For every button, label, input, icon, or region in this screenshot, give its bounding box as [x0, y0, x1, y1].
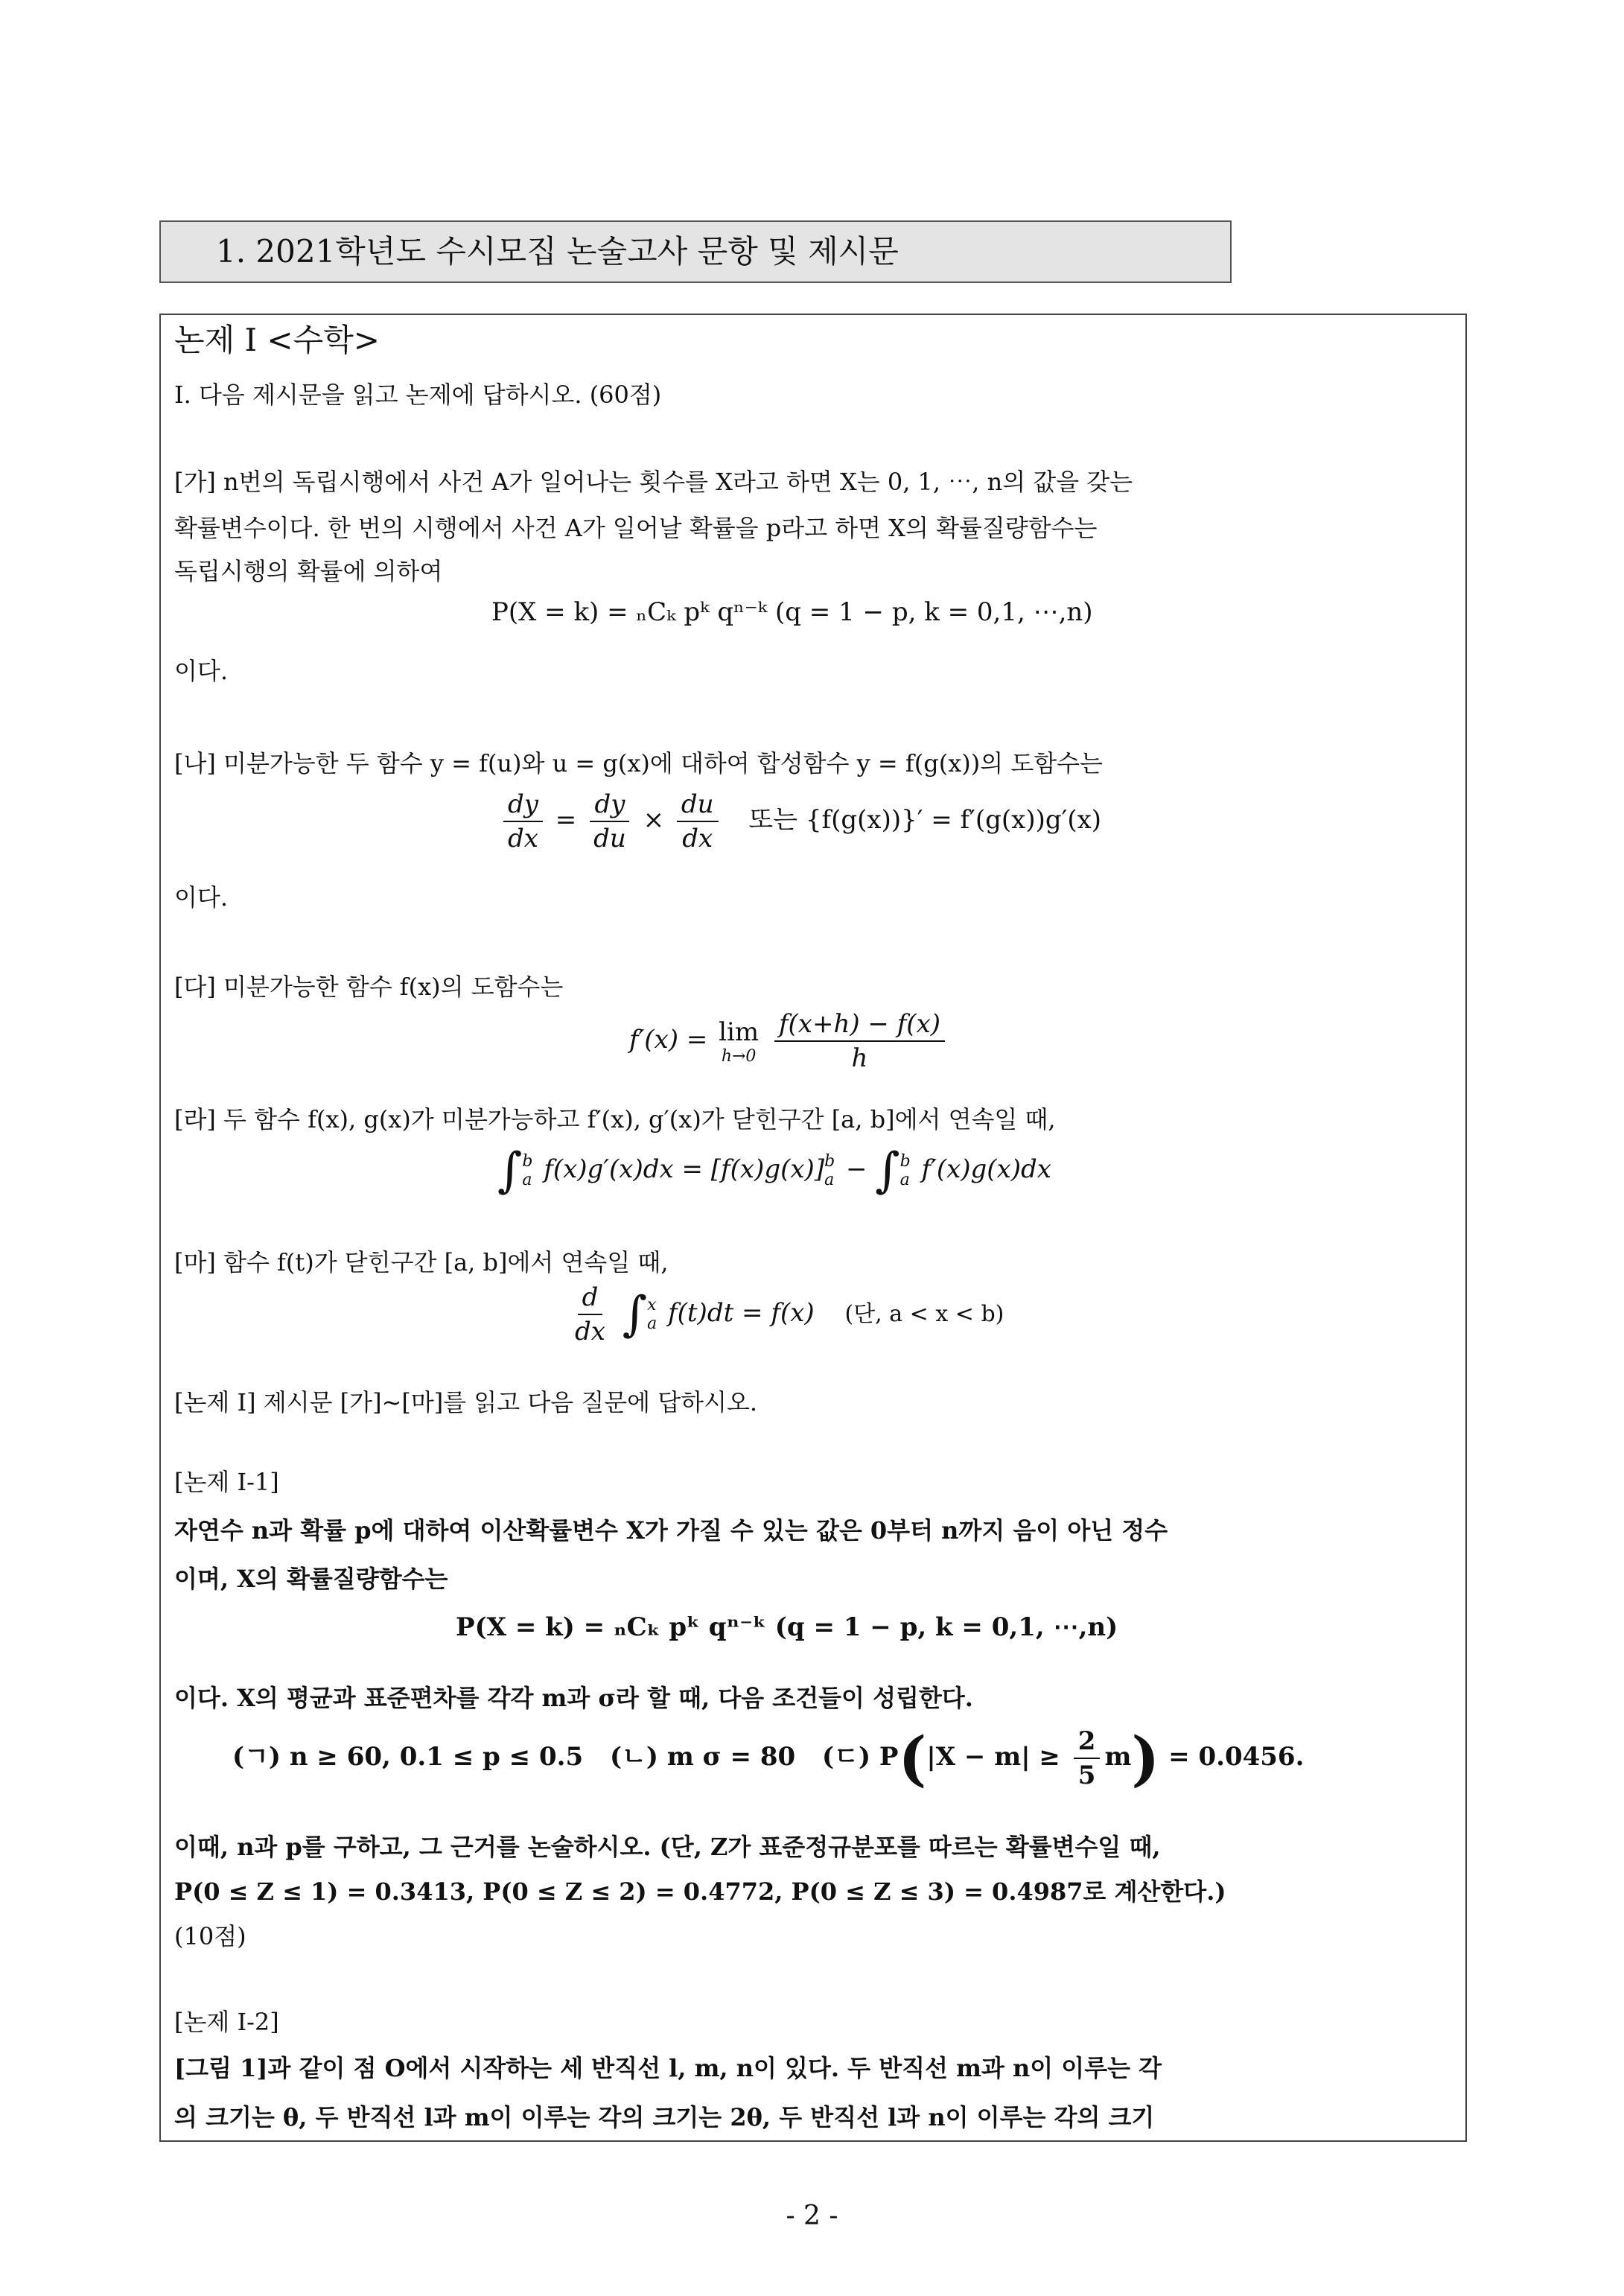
da-frac-num: f(x+h) − f(x) [774, 1009, 945, 1042]
q1-cond-c-num: 2 [1074, 1726, 1101, 1759]
ra-bracket-sup: b [824, 1152, 835, 1171]
section-header: 1. 2021학년도 수시모집 논술고사 문항 및 제시문 [159, 220, 1232, 283]
q2-line1: [그림 1]과 같이 점 O에서 시작하는 세 반직선 l, m, n이 있다. 두 반직선 m과 n이 이루는 각 [174, 2054, 1162, 2082]
na-frac2-den: du [593, 824, 626, 853]
da-frac [774, 1009, 945, 1073]
na-eq-right: 또는 {f(g(x))}′ = f′(g(x))g′(x) [748, 805, 1102, 835]
ra-equation [497, 1143, 1051, 1198]
instruction-2: [논제 I] 제시문 [가]~[마]를 읽고 다음 질문에 답하시오. [174, 1388, 758, 1416]
ma-frac [570, 1282, 610, 1346]
ra-limits-2 [900, 1152, 911, 1189]
q1-line3: 이다. X의 평균과 표준편차를 각각 m과 σ라 할 때, 다음 조건들이 성립한다. [174, 1684, 973, 1712]
instruction: I. 다음 제시문을 읽고 논제에 답하시오. (60점) [174, 381, 662, 409]
ra-integral-2: ∫ [875, 1143, 900, 1198]
na-end: 이다. [174, 883, 228, 912]
ma-frac-num: d [578, 1282, 603, 1315]
ma-cond: (단, a < x < b) [844, 1301, 1004, 1327]
ra-line1: [라] 두 함수 f(x), g(x)가 미분가능하고 f′(x), g′(x)가 닫힌구간 [a, b]에서 연속일 때, [174, 1105, 1056, 1133]
q1-label: [논제 I-1] [174, 1468, 279, 1496]
da-eq-left: f′(x) = [629, 1025, 708, 1055]
da-equation [629, 1009, 949, 1073]
ra-part1: f(x)g′(x)dx = [f(x)g(x)] [544, 1154, 825, 1184]
q1-cond-a: (ㄱ) n ≥ 60, 0.1 ≤ p ≤ 0.5 [232, 1742, 584, 1772]
q1-cond-c-den: 5 [1077, 1761, 1096, 1790]
ga-line2: 확률변수이다. 한 번의 시행에서 사건 A가 일어날 확률을 p라고 하면 X의 확률질량함수는 [174, 514, 1098, 542]
da-lim-sub: h→0 [721, 1046, 757, 1066]
q1-cond-c-post: = 0.0456. [1168, 1742, 1305, 1772]
q1-line2: 이며, X의 확률질량함수는 [174, 1565, 448, 1593]
q2-line2: 의 크기는 θ, 두 반직선 l과 m이 이루는 각의 크기는 2θ, 두 반직선 l과 n이 이루는 각의 크기 [174, 2103, 1155, 2131]
ma-line1: [마] 함수 f(t)가 닫힌구간 [a, b]에서 연속일 때, [174, 1248, 669, 1276]
q1-cond-c-m: m [1104, 1742, 1132, 1772]
q1-line1: 자연수 n과 확률 p에 대하여 이산확률변수 X가 가질 수 있는 값은 0부터 n까지 음이 아닌 정수 [174, 1516, 1168, 1545]
q1-left-paren: ( [898, 1723, 927, 1793]
ma-body: f(t)dt = f(x) [668, 1298, 815, 1328]
ma-lower: a [647, 1314, 657, 1333]
ga-line3: 독립시행의 확률에 의하여 [174, 557, 443, 585]
q1-cond-c-pre: (ㄷ) P [822, 1742, 899, 1772]
ra-lower-2: a [899, 1171, 910, 1189]
na-frac2 [589, 789, 631, 853]
ga-equation: P(X = k) = ₙCₖ pᵏ qⁿ⁻ᵏ (q = 1 − p, k = 0,1, ⋯,n) [491, 597, 1093, 627]
na-frac3-den: dx [682, 824, 713, 853]
q2-label: [논제 I-2] [174, 2008, 279, 2036]
ra-bracket-limits [824, 1152, 835, 1189]
q1-cond-b: (ㄴ) m σ = 80 [609, 1742, 796, 1772]
na-frac3-num: du [677, 789, 719, 822]
q1-conditions [232, 1723, 1305, 1793]
section-title: 논제 I <수학> [174, 322, 380, 358]
q1-line5: P(0 ≤ Z ≤ 1) = 0.3413, P(0 ≤ Z ≤ 2) = 0.4772, P(0 ≤ Z ≤ 3) = 0.4987로 계산한다.) [174, 1877, 1226, 1906]
na-equation [499, 789, 1101, 853]
ma-limits [647, 1296, 657, 1333]
ra-minus: − [845, 1154, 867, 1184]
q1-right-paren: ) [1131, 1723, 1160, 1793]
ma-integral: ∫ [622, 1287, 648, 1342]
na-times: × [643, 805, 665, 835]
ra-bracket-sub: a [824, 1171, 835, 1189]
q1-equation: P(X = k) = ₙCₖ pᵏ qⁿ⁻ᵏ (q = 1 − p, k = 0,1, ⋯,n) [456, 1612, 1118, 1642]
da-frac-den: h [851, 1043, 868, 1073]
ra-upper-2: b [899, 1152, 911, 1171]
da-line1: [다] 미분가능한 함수 f(x)의 도함수는 [174, 973, 564, 1001]
q1-points: (10점) [174, 1922, 246, 1950]
na-frac1-den: dx [508, 824, 538, 853]
na-line1: [나] 미분가능한 두 함수 y = f(u)와 u = g(x)에 대하여 합성함수 y = f(g(x))의 도함수는 [174, 749, 1103, 777]
ma-upper: x [647, 1296, 657, 1314]
ra-part2: f′(x)g(x)dx [921, 1154, 1051, 1184]
da-lim [719, 1017, 759, 1066]
ra-lower-1: a [522, 1171, 532, 1189]
ra-limits-1 [522, 1152, 532, 1189]
ra-upper-1: b [522, 1152, 533, 1171]
q1-cond-c-frac [1074, 1726, 1101, 1790]
ma-equation [566, 1282, 1004, 1346]
problem-box [159, 314, 1467, 2142]
ma-frac-den: dx [575, 1317, 605, 1346]
ga-end: 이다. [174, 657, 228, 685]
ra-integral-1: ∫ [497, 1143, 523, 1198]
page-number: - 2 - [786, 2201, 838, 2231]
da-lim-text: lim [719, 1017, 760, 1047]
q1-line4: 이때, n과 p를 구하고, 그 근거를 논술하시오. (단, Z가 표준정규분포를 따르는 확률변수일 때, [174, 1833, 1161, 1861]
na-frac1 [503, 789, 543, 853]
na-frac3 [677, 789, 719, 853]
na-frac2-num: dy [590, 789, 629, 822]
ga-line1: [가] n번의 독립시행에서 사건 A가 일어나는 횟수를 X라고 하면 X는 0, 1, ⋯, n의 값을 갖는 [174, 468, 1133, 496]
q1-cond-c-mid: |X − m| ≥ [926, 1742, 1060, 1772]
na-eq-sign: = [555, 805, 577, 835]
na-frac1-num: dy [503, 789, 543, 822]
